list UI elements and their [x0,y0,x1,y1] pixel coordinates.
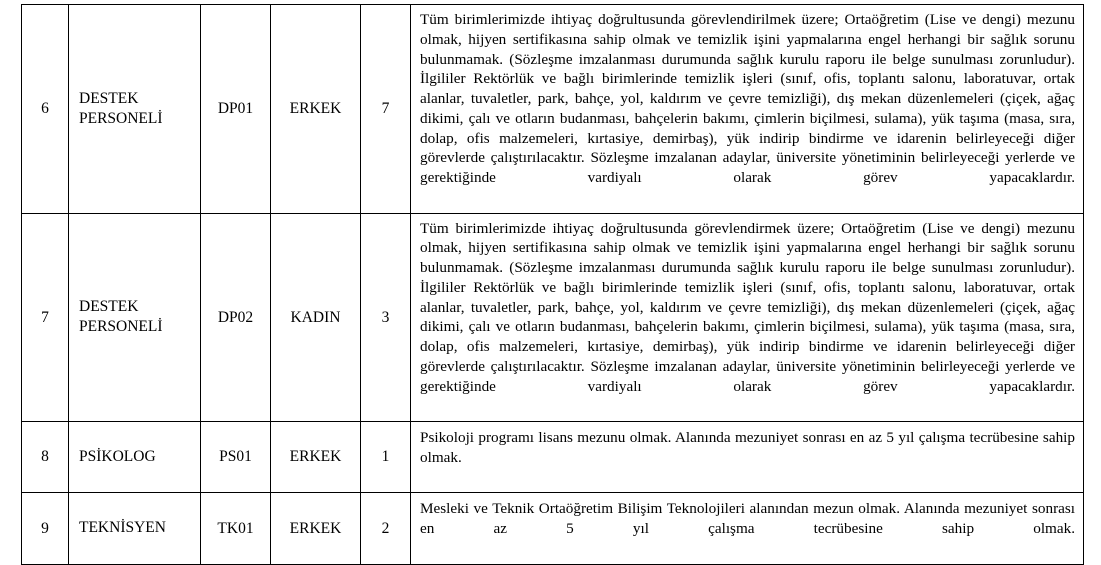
cell-requirements [411,213,1084,422]
cell-requirements [411,5,1084,214]
cell-position-code: TK01 [201,493,271,564]
table-row [22,422,1084,493]
table-row [22,5,1084,214]
table-row [22,213,1084,422]
cell-position-code: DP02 [201,213,271,422]
cell-row-number: 7 [22,213,69,422]
cell-row-number: 9 [22,493,69,564]
requirements-text: Psikoloji programı lisans mezunu olmak. Alanında mezuniyet sonrası en az 5 yıl çalışma tecrübesine sahip olmak. [420,429,1075,466]
cell-position-title: TEKNİSYEN [69,493,201,564]
requirements-text: Mesleki ve Teknik Ortaöğretim Bilişim Teknolojileri alanından mezun olmak. Alanında mezuniyet sonrası en az 5 yıl çalışma tecrübesine sahip olmak. [420,500,1075,537]
cell-quantity: 7 [361,5,411,214]
cell-gender: ERKEK [271,5,361,214]
cell-requirements [411,493,1084,564]
requirements-text: Tüm birimlerimizde ihtiyaç doğrultusunda görevlendirmek üzere; Ortaöğretim (Lise ve dengi) mezunu olmak, hijyen sertifikasına sahip olmak ve temizlik işini yapmalarına engel herhangi bir sağlık sorunu bulunmamak. (Sözleşme imzalanması durumunda sağlık kurulu raporu ile belge sunulması zorunludur). İlgililer Rektörlük ve bağlı birimlerinde temizlik işleri (sınıf, ofis, toplantı salonu, laboratuvar, ortak alanlar, tuvaletler, park, bahçe, yol, kaldırım ve çevre temizliği), dış mekan düzenlemeleri (çiçek, ağaç dikimi, çalı ve otların budanması, bahçelerin bakımı, çimlerin biçilmesi, sulama), yük taşıma (masa, sıra, dolap, ofis malzemeleri, kırtasiye, demirbaş), yük indirip bindirme ve idarenin belirleyeceği diğer görevlerde çalıştırılacaktır. Sözleşme imzalanan adaylar, üniversite yönetiminin belirleyeceği yerlerde ve gerektiğinde vardiyalı olarak görev yapacaklardır. [420,219,1075,395]
table-body [22,5,1084,565]
cell-gender: ERKEK [271,422,361,493]
cell-row-number: 6 [22,5,69,214]
cell-position-code: DP01 [201,5,271,214]
cell-requirements [411,422,1084,493]
cell-gender: KADIN [271,213,361,422]
cell-position-title: DESTEK PERSONELİ [69,213,201,422]
cell-gender: ERKEK [271,493,361,564]
cell-position-title: PSİKOLOG [69,422,201,493]
cell-quantity: 3 [361,213,411,422]
cell-position-title: DESTEK PERSONELİ [69,5,201,214]
cell-row-number: 8 [22,422,69,493]
table-row [22,493,1084,564]
cell-position-code: PS01 [201,422,271,493]
position-listing-table [21,4,1084,565]
requirements-text: Tüm birimlerimizde ihtiyaç doğrultusunda görevlendirilmek üzere; Ortaöğretim (Lise ve dengi) mezunu olmak, hijyen sertifikasına sahip olmak ve temizlik işini yapmalarına engel herhangi bir sağlık sorunu bulunmamak. (Sözleşme imzalanması durumunda sağlık kurulu raporu ile belge sunulması zorunludur). İlgililer Rektörlük ve bağlı birimlerinde temizlik işleri (sınıf, ofis, toplantı salonu, laboratuvar, ortak alanlar, tuvaletler, park, bahçe, yol, kaldırım ve çevre temizliği), dış mekan düzenlemeleri (çiçek, ağaç dikimi, çalı ve otların budanması, bahçelerin bakımı, çimlerin biçilmesi, sulama), yük taşıma (masa, sıra, dolap, ofis malzemeleri, kırtasiye, demirbaş), yük indirip bindirme ve idarenin belirleyeceği diğer görevlerde çalıştırılacaktır. Sözleşme imzalanan adaylar, üniversite yönetiminin belirleyeceği yerlerde ve gerektiğinde vardiyalı olarak görev yapacaklardır. [420,11,1075,186]
cell-quantity: 1 [361,422,411,493]
cell-quantity: 2 [361,493,411,564]
